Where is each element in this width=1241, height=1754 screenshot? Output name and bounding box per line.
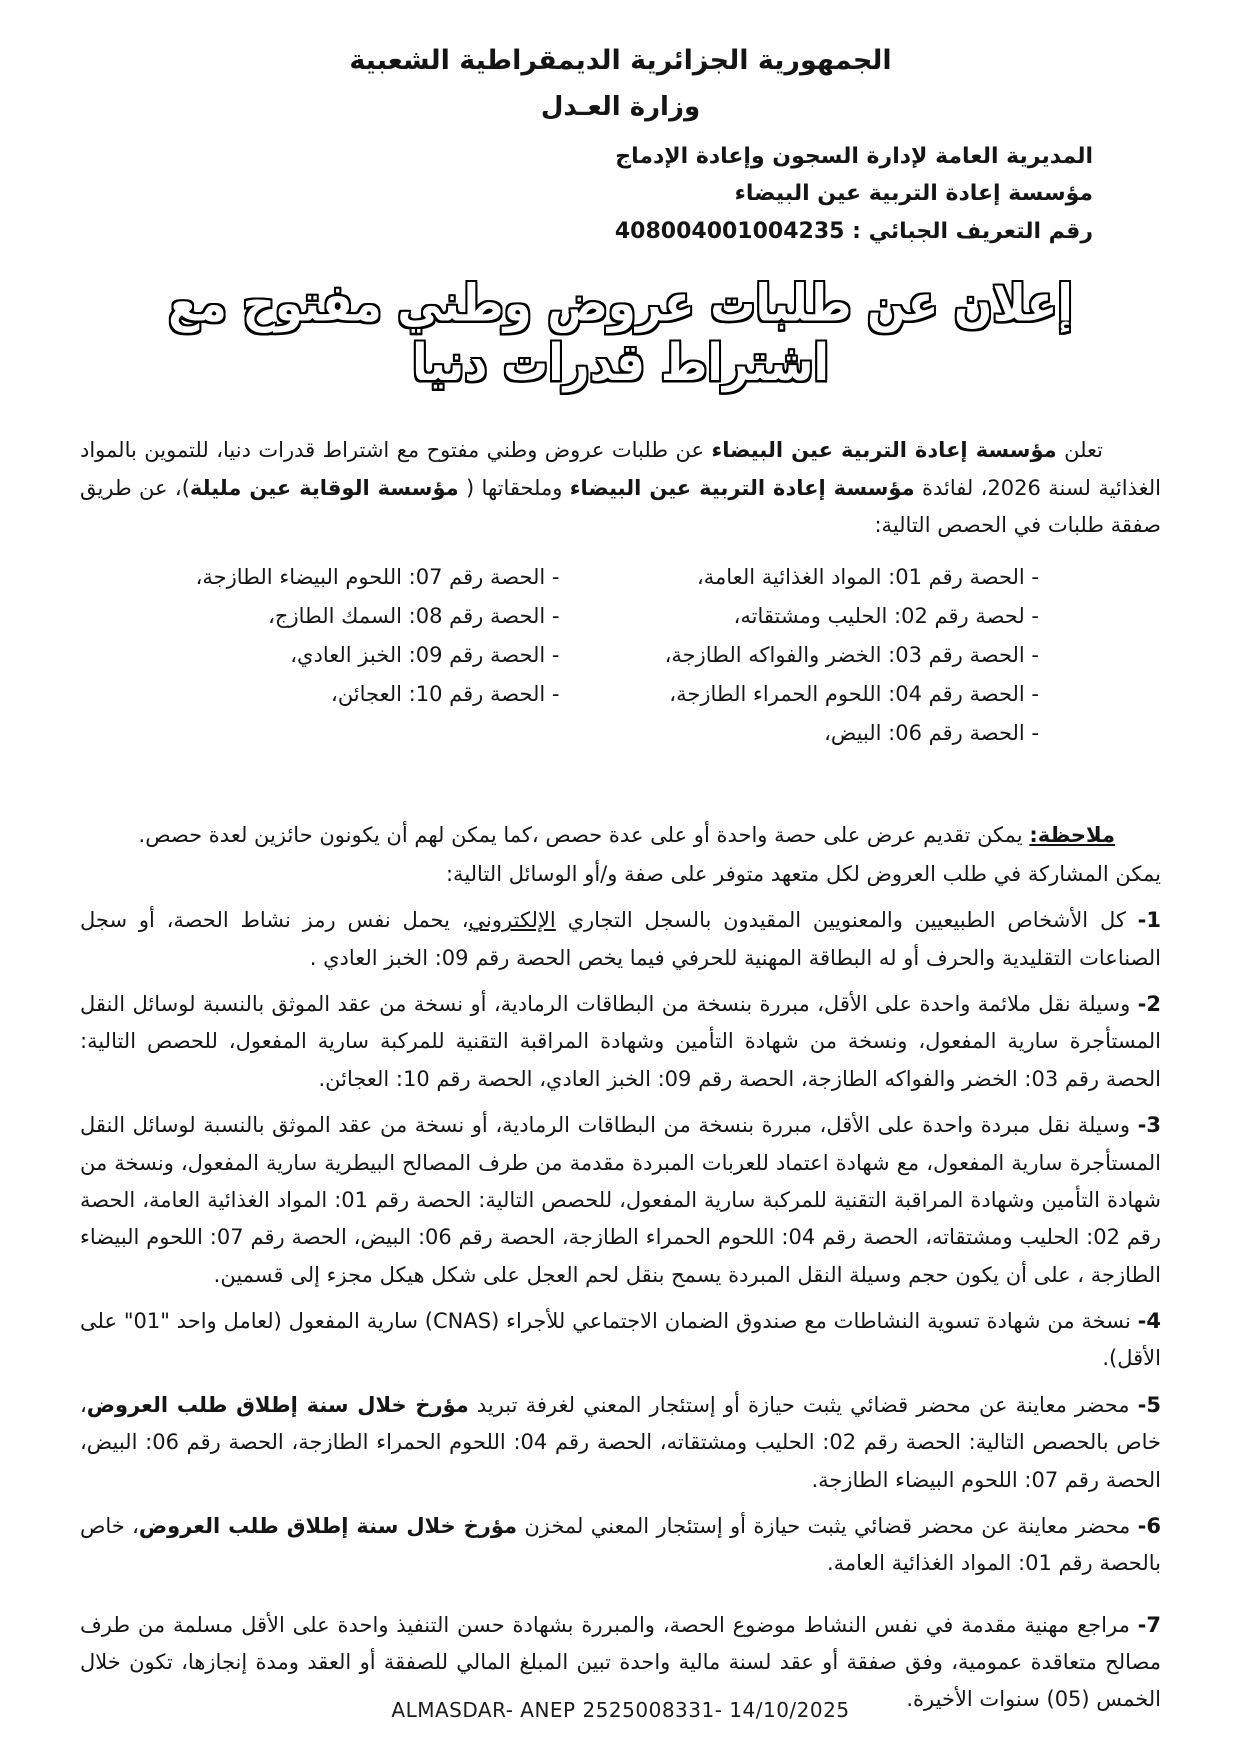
announcement-title: إعلان عن طلبات عروض وطني مفتوح مع اشتراط قدرات دنيا xyxy=(168,273,1073,393)
item-text: وسيلة نقل مبردة واحدة على الأقل، مبررة بنسخة من البطاقات الرمادية، أو نسخة من عقد الموثق بالنسبة لوسائل النقل المستأجرة سارية المفعول، مع شهادة اعتماد للعربات المبردة مقدمة من طرف المصالح البيطرية سارية المفعول، ونسخة من شهادة التأمين وشهادة المراقبة التقنية للمركبة سارية المفعول، للحصص التالية: الحصة رقم 01: المواد الغذائية العامة، الحصة رقم 02: الحليب ومشتقاته، الحصة رقم 04: اللحوم الحمراء الطازجة، الحصة رقم 06: البيض، الحصة رقم 07: اللحوم البيضاء الطازجة ، على أن يكون حجم وسيلة النقل المبردة يسمح بنقل لحم العجل على شكل هيكل مجزء إلى قسمين. xyxy=(80,1113,1161,1287)
item-number: 2- xyxy=(1137,992,1161,1017)
annex-institution-name: مؤسسة الوقاية عين مليلة xyxy=(189,475,459,500)
item-number: 7- xyxy=(1137,1612,1161,1637)
item-text: مراجع مهنية مقدمة في نفس النشاط موضوع الحصة، والمبررة بشهادة حسن التنفيذ واحدة على الأقل مسلمة من طرف مصالح متعاقدة عمومية، وفق صفقة أو عقد لسنة مالية واحدة تبين المبلغ المالي للصفقة أو العقد ومدة إنجازها، تكون خلال الخمس (05) سنوات الأخيرة. xyxy=(80,1612,1161,1712)
intro-text: وملحقاتها ( xyxy=(458,475,570,500)
note-paragraph xyxy=(80,817,1161,854)
condition-item-4 xyxy=(80,1303,1161,1378)
participation-line: يمكن المشاركة في طلب العروض لكل متعهد متوفر على صفة و/أو الوسائل التالية: xyxy=(445,861,1161,886)
condition-item-1 xyxy=(80,902,1161,977)
item-number: 1- xyxy=(1137,908,1161,933)
lot-item-03: - الحصة رقم 03: الخضر والفواكه الطازجة، xyxy=(664,642,1039,667)
intro-text: )، عن طريق صفقة طلبات في الحصص التالية: xyxy=(80,475,1161,537)
item-number: 3- xyxy=(1137,1113,1161,1138)
lot-item-09: - الحصة رقم 09: الخبز العادي، xyxy=(290,642,560,667)
document-header xyxy=(80,45,1161,122)
note-text: يمكن تقديم عرض على حصة واحدة أو على عدة حصص ،كما يمكن لهم أن يكونون حائزين لعدة حصص. xyxy=(138,822,1030,847)
lot-item-06: - الحصة رقم 06: البيض، xyxy=(824,720,1039,745)
lot-item-08: - الحصة رقم 08: السمك الطازج، xyxy=(268,604,560,629)
item-text: محضر معاينة عن محضر قضائي يثبت حيازة أو إستئجار المعني لمخزن xyxy=(517,1513,1138,1538)
lot-item-04: - الحصة رقم 04: اللحوم الحمراء الطازجة، xyxy=(669,681,1039,706)
lots-list xyxy=(80,558,1161,752)
lots-column-right xyxy=(560,558,1040,752)
institution-name: مؤسسة إعادة التربية عين البيضاء xyxy=(711,438,1057,463)
institution-name: مؤسسة إعادة التربية عين البيضاء xyxy=(569,475,915,500)
item-bold-text: مؤرخ خلال سنة إطلاق طلب العروض xyxy=(86,1392,469,1417)
item-text: ، خاص بالحصة رقم 01: المواد الغذائية العامة. xyxy=(80,1513,1161,1576)
intro-text: عن طلبات عروض وطني مفتوح مع اشتراط قدرات دنيا، للتموين بالمواد الغذائية لسنة 2026، لفائدة xyxy=(80,438,1161,500)
condition-item-6 xyxy=(80,1508,1161,1583)
item-text: محضر معاينة عن محضر قضائي يثبت حيازة أو إستئجار المعني لغرفة تبريد xyxy=(468,1392,1138,1417)
item-text: ، خاص بالحصص التالية: الحصة رقم 02: الحليب ومشتقاته، الحصة رقم 04: اللحوم الحمراء الطازجة، الحصة رقم 06: البيض، الحصة رقم 07: اللحوم البيضاء الطازجة. xyxy=(80,1392,1162,1492)
lot-item-07: - الحصة رقم 07: اللحوم البيضاء الطازجة، xyxy=(195,565,560,590)
item-bold-text: مؤرخ خلال سنة إطلاق طلب العروض xyxy=(138,1513,518,1538)
item-text: ، يحمل نفس رمز نشاط الحصة، أو سجل الصناعات التقليدية والحرف أو له البطاقة المهنية للحرفي فيما يخص الحصة رقم 09: الخبز العادي . xyxy=(80,908,1161,970)
item-number: 4- xyxy=(1137,1309,1161,1334)
directorate-line: المديرية العامة لإدارة السجون وإعادة الإدماج xyxy=(615,144,1093,169)
item-number: 5- xyxy=(1137,1392,1161,1417)
lots-column-left xyxy=(80,558,560,752)
ministry-title: وزارة العـدل xyxy=(540,92,701,122)
lot-item-01: - الحصة رقم 01: المواد الغذائية العامة، xyxy=(697,565,1039,590)
agency-block xyxy=(80,138,1093,250)
intro-paragraph xyxy=(80,432,1161,544)
tax-id-line: رقم التعريف الجبائي : 408004001004235 xyxy=(614,218,1093,244)
condition-item-3 xyxy=(80,1107,1161,1294)
item-text: نسخة من شهادة تسوية النشاطات مع صندوق الضمان الاجتماعي للأجراء (CNAS) سارية المفعول (لعامل واحد "01" على الأقل). xyxy=(80,1309,1161,1371)
institution-line: مؤسسة إعادة التربية عين البيضاء xyxy=(734,181,1093,207)
item-underlined-text: الإلكتروني xyxy=(468,908,556,933)
item-number: 6- xyxy=(1137,1513,1161,1538)
item-text: وسيلة نقل ملائمة واحدة على الأقل، مبررة بنسخة من البطاقات الرمادية، أو نسخة من عقد الموثق بالنسبة لوسائل النقل المستأجرة سارية المفعول، ونسخة من شهادة التأمين وشهادة المراقبة التقنية للمركبة سارية المفعول، للحصص التالية: الحصة رقم 03: الخضر والفواكه الطازجة، الحصة رقم 09: الخبز العادي، الحصة رقم 10: العجائن. xyxy=(80,992,1161,1091)
intro-text: تعلن xyxy=(1056,438,1104,463)
lot-item-02: - لحصة رقم 02: الحليب ومشتقاته، xyxy=(733,604,1039,629)
item-text: كل الأشخاص الطبيعيين والمعنويين المقيدون بالسجل التجاري xyxy=(555,908,1138,933)
condition-item-2 xyxy=(80,986,1161,1098)
condition-item-5 xyxy=(80,1387,1161,1499)
lot-item-10: - الحصة رقم 10: العجائن، xyxy=(331,681,560,706)
footer-reference: ALMASDAR- ANEP 2525008331- 14/10/2025 xyxy=(391,1698,850,1722)
republic-title: الجمهورية الجزائرية الديمقراطية الشعبية xyxy=(349,45,892,76)
note-label: ملاحظة: xyxy=(1029,822,1115,847)
